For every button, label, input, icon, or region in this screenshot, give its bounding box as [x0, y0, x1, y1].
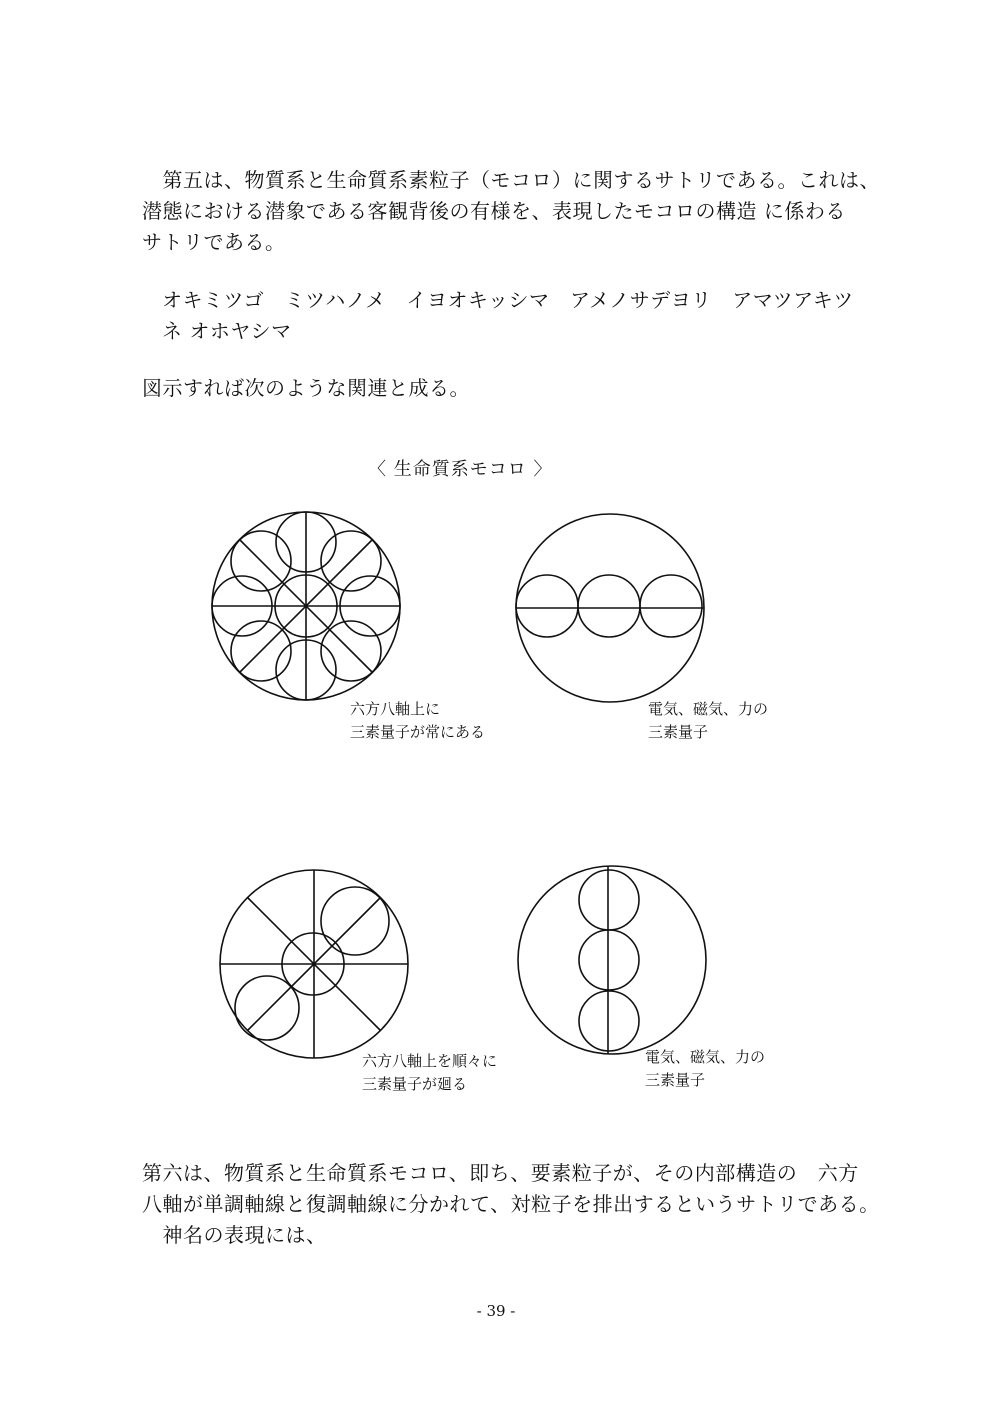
element-circle: [516, 575, 578, 637]
caption-line: 電気、磁気、力の: [648, 700, 769, 718]
text-line: 潜態における潜象である客観背後の有様を、表現したモコロの構造 に係わる: [142, 199, 846, 223]
caption-line: 六方八軸上に: [350, 700, 441, 718]
diagram-caption: [645, 1046, 765, 1092]
text-line: オキミツゴ ミツハノメ イヨオキッシマ アメノサデヨリ アマツアキツ: [162, 288, 854, 312]
paragraph-fifth-satori: [142, 165, 880, 258]
outer-circle: [518, 866, 706, 1054]
element-circle: [640, 575, 702, 637]
paragraph-sixth-satori: [142, 1158, 880, 1251]
god-names-list: [162, 285, 882, 347]
caption-line: 三素量子が廻る: [362, 1075, 468, 1093]
caption-line: 電気、磁気、力の: [645, 1048, 766, 1066]
text-line: サトリである。: [142, 230, 286, 254]
element-circle: [579, 991, 639, 1051]
text-line: 第六は、物質系と生命質系モコロ、即ち、要素粒子が、その内部構造の 六方: [142, 1161, 859, 1185]
diagram-caption: [362, 1050, 497, 1096]
text-line: 神名の表現には、: [142, 1223, 327, 1247]
caption-line: 三素量子が常にある: [350, 723, 486, 741]
orbit-circle: [321, 887, 389, 955]
text-line: ネ オホヤシマ: [162, 319, 292, 343]
diagram-caption: [350, 698, 485, 744]
caption-line: 三素量子: [648, 723, 709, 741]
text-line: 八軸が単調軸線と復調軸線に分かれて、対粒子を排出するというサトリである。: [142, 1192, 880, 1216]
orbit-circle: [235, 976, 299, 1040]
caption-line: 六方八軸上を順々に: [362, 1052, 498, 1070]
diagram-title: 〈 生命質系モコロ 〉: [368, 459, 553, 480]
diagram-six-directions-eight-axes: [208, 508, 404, 704]
text-line: 第五は、物質系と生命質系素粒子（モコロ）に関するサトリである。これは、: [142, 168, 880, 192]
diagram-three-elements-horizontal: [512, 510, 708, 706]
element-circle: [579, 870, 639, 930]
element-circle: [579, 930, 639, 990]
diagram-caption: [648, 698, 768, 744]
element-circle: [578, 575, 640, 637]
diagram-intro-text: [142, 373, 862, 404]
text-line: 図示すれば次のような関連と成る。: [142, 376, 470, 400]
diagram-three-elements-vertical: [514, 862, 710, 1058]
diagram-rotating-elements: [216, 870, 412, 1056]
page-number: - 39 -: [476, 1302, 516, 1320]
caption-line: 三素量子: [645, 1071, 706, 1089]
